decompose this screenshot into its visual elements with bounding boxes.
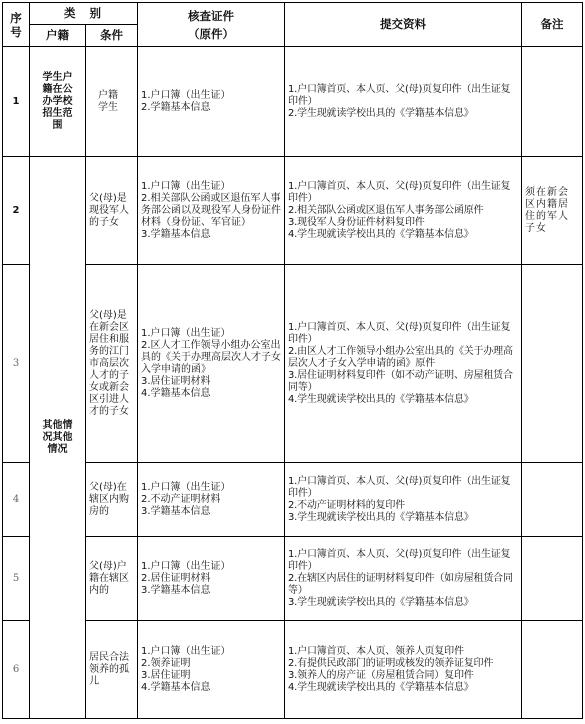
condition-cell: 父(母)是在新会区居住和服务的江门市高层次人才的子女或新会区引进人才的子女 <box>86 265 138 463</box>
submit-item: 2.由区人才工作领导小组办公室出具的《关于办理高层次人才子女入学申请的函》原件 <box>288 345 513 369</box>
submit-item: 2.相关部队公函或区退伍军人事务部公函原件 <box>288 204 484 216</box>
submit-item: 4.学生现就读学校出具的《学籍基本信息》 <box>288 393 474 405</box>
submit-cell <box>285 537 522 621</box>
submit-cell <box>285 621 522 719</box>
enrollment-requirements-table <box>2 2 583 719</box>
row-number: 5 <box>3 537 30 621</box>
submit-item: 3.学生现就读学校出具的《学籍基本信息》 <box>288 511 474 523</box>
remark-cell <box>522 463 583 537</box>
header-verify <box>138 3 285 47</box>
submit-item: 1.户口簿首页、本人页、父(母)页复印件（出生证复印件） <box>288 180 511 204</box>
submit-item: 1.户口簿首页、本人页、父(母)页复印件（出生证复印件） <box>288 321 511 345</box>
group-label-student-huji: 学生户籍在公办学校招生范围 <box>30 47 86 157</box>
row-number: 1 <box>3 47 30 157</box>
verify-item: 4.学籍基本信息 <box>141 387 211 399</box>
row-number: 3 <box>3 265 30 463</box>
condition-cell: 父(母)户籍在辖区内的 <box>86 537 138 621</box>
submit-item: 1.户口簿首页、本人页、父(母)页复印件（出生证复印件） <box>288 83 511 107</box>
header-row-1 <box>3 3 583 25</box>
row-number: 2 <box>3 157 30 265</box>
verify-item: 2.学籍基本信息 <box>141 101 211 113</box>
table-row <box>3 463 583 537</box>
submit-item: 3.领养人的房产证（房屋租赁合同）复印件 <box>288 669 474 681</box>
submit-item: 1.户口簿首页、本人页、父(母)页复印件（出生证复印件） <box>288 475 511 499</box>
submit-item: 2.不动产证明材料的复印件 <box>288 499 405 511</box>
verify-item: 4.学籍基本信息 <box>141 681 211 693</box>
table-row <box>3 265 583 463</box>
header-category: 类 别 <box>30 3 138 25</box>
verify-item: 3.居住证明 <box>141 669 191 681</box>
submit-item: 2.有提供民政部门的证明或核发的领养证复印件 <box>288 657 494 669</box>
remark-cell <box>522 265 583 463</box>
verify-item: 2.居住证明材料 <box>141 572 211 584</box>
verify-item: 1.户口簿（出生证） <box>141 645 231 657</box>
submit-item: 4.学生现就读学校出具的《学籍基本信息》 <box>288 228 474 240</box>
verify-cell <box>138 463 285 537</box>
submit-cell <box>285 47 522 157</box>
table-row <box>3 157 583 265</box>
submit-item: 3.居住证明材料复印件（如不动产证明、房屋租赁合同等） <box>288 369 513 393</box>
condition-cell: 父(母)是现役军人的子女 <box>86 157 138 265</box>
header-condition: 条件 <box>86 25 138 47</box>
submit-cell <box>285 265 522 463</box>
verify-item: 1.户口簿（出生证） <box>141 481 231 493</box>
verify-item: 3.学籍基本信息 <box>141 584 211 596</box>
verify-cell <box>138 621 285 719</box>
verify-cell <box>138 537 285 621</box>
table-row <box>3 47 583 157</box>
remark-cell <box>522 537 583 621</box>
header-seq: 序号 <box>3 3 30 47</box>
verify-item: 2.相关部队公函或区退伍军人事务部公函以及现役军人身份证件材料（身份证、军官证） <box>141 192 282 228</box>
remark-cell <box>522 621 583 719</box>
verify-item: 1.户口簿（出生证） <box>141 560 231 572</box>
submit-cell <box>285 157 522 265</box>
table-row <box>3 537 583 621</box>
header-remark: 备注 <box>522 3 583 47</box>
verify-item: 3.学籍基本信息 <box>141 228 211 240</box>
submit-item: 4.学生现就读学校出具的《学籍基本信息》 <box>288 681 474 693</box>
verify-item: 3.学籍基本信息 <box>141 505 211 517</box>
submit-item: 2.在辖区内居住的证明材料复印件（如房屋租赁合同等） <box>288 572 513 596</box>
verify-item: 2.领养证明 <box>141 657 191 669</box>
submit-item: 1.户口簿首页、本人页、领养人页复印件 <box>288 645 464 657</box>
verify-cell <box>138 47 285 157</box>
header-verify-title: 核查证件 <box>188 8 235 23</box>
row-number: 4 <box>3 463 30 537</box>
header-verify-subtitle: （原件） <box>188 26 235 41</box>
verify-item: 1.户口簿（出生证） <box>141 89 231 101</box>
remark-cell: 须在新会区内籍居住的军人子女 <box>522 157 583 265</box>
condition-cell: 户籍学生 <box>86 47 138 157</box>
row-number: 6 <box>3 621 30 719</box>
header-submit: 提交资料 <box>285 3 522 47</box>
condition-cell: 父(母)在辖区内购房的 <box>86 463 138 537</box>
submit-item: 3.现役军人身份证件材料复印件 <box>288 216 425 228</box>
verify-item: 3.居住证明材料 <box>141 375 211 387</box>
remark-cell <box>522 47 583 157</box>
verify-item: 2.区人才工作领导小组办公室出具的《关于办理高层次人才子女入学申请的函》 <box>141 339 282 375</box>
submit-item: 1.户口簿首页、本人页、父(母)页复印件（出生证复印件） <box>288 548 511 572</box>
table-row <box>3 621 583 719</box>
condition-cell: 居民合法领养的孤儿 <box>86 621 138 719</box>
group-label-other: 其他情况其他情况 <box>30 157 86 719</box>
verify-item: 2.不动产证明材料 <box>141 493 221 505</box>
verify-cell <box>138 157 285 265</box>
verify-item: 1.户口簿（出生证） <box>141 180 231 192</box>
submit-item: 2.学生现就读学校出具的《学籍基本信息》 <box>288 107 474 119</box>
submit-cell <box>285 463 522 537</box>
header-huji: 户籍 <box>30 25 86 47</box>
verify-item: 1.户口簿（出生证） <box>141 327 231 339</box>
submit-item: 3.学生现就读学校出具的《学籍基本信息》 <box>288 596 474 608</box>
verify-cell <box>138 265 285 463</box>
